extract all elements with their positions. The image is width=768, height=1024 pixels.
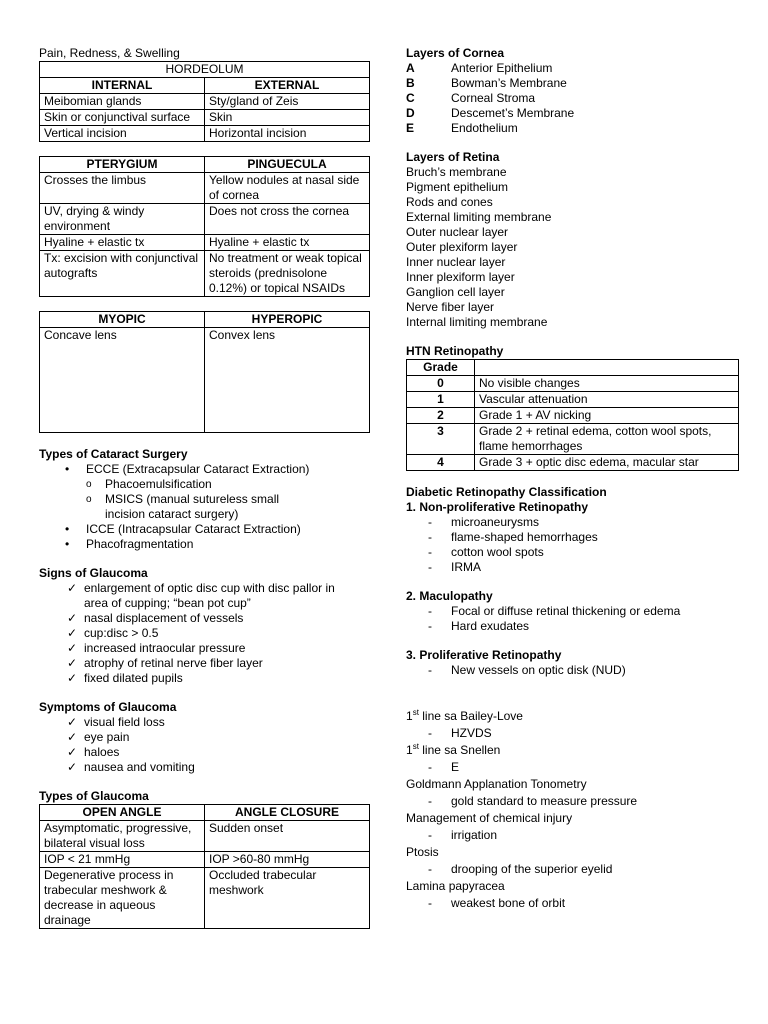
list-item: ✓ eye pain — [39, 730, 370, 745]
list-item: ✓ increased intraocular pressure — [39, 641, 370, 656]
list-item: - E — [406, 759, 736, 776]
maculopathy-title: 2. Maculopathy — [406, 589, 493, 603]
cataract-list — [39, 462, 370, 552]
list-item: - weakest bone of orbit — [406, 895, 736, 912]
list-item: - Hard exudates — [406, 619, 736, 634]
list-item: - HZVDS — [406, 725, 736, 742]
table-cell: Convex lens — [205, 328, 370, 433]
retina-layer: External limiting membrane — [406, 210, 552, 224]
cornea-text: Endothelium — [451, 121, 518, 135]
list-item: o MSICS (manual sutureless small incision cataract surgery) — [39, 492, 370, 522]
cornea-text: Descemet’s Membrane — [451, 106, 575, 120]
list-item: - microaneurysms — [406, 515, 736, 530]
retina-layer: Bruch’s membrane — [406, 165, 507, 179]
list-item: - New vessels on optic disk (NUD) — [406, 663, 736, 678]
list-item: ✓ cup:disc > 0.5 — [39, 626, 370, 641]
lamina-line: Lamina papyracea — [406, 879, 505, 893]
table-cell: Tx: excision with conjunctival autografts — [40, 251, 205, 297]
nonproliferative-list — [406, 515, 736, 575]
cornea-layer — [406, 106, 736, 121]
cornea-letter: D — [406, 106, 415, 120]
right-column — [406, 46, 736, 912]
table-cell: Skin or conjunctival surface — [40, 110, 205, 126]
glaucoma-types-table — [39, 804, 370, 929]
list-item: - gold standard to measure pressure — [406, 793, 736, 810]
table-cell: UV, drying & windy environment — [40, 204, 205, 235]
list-item: ✓ visual field loss — [39, 715, 370, 730]
table-header: PTERYGIUM — [40, 157, 205, 173]
table-cell: Sudden onset — [205, 821, 370, 852]
table-cell: Meibomian glands — [40, 94, 205, 110]
list-item: - IRMA — [406, 560, 736, 575]
retina-layer: Ganglion cell layer — [406, 285, 505, 299]
table-cell: Skin — [205, 110, 370, 126]
retina-layer: Outer nuclear layer — [406, 225, 509, 239]
table-header: HYPEROPIC — [205, 312, 370, 328]
pterygium-table — [39, 156, 370, 297]
grade-cell: 4 — [407, 455, 475, 471]
cornea-letter: C — [406, 91, 415, 105]
table-cell: Vertical incision — [40, 126, 205, 142]
table-cell — [475, 360, 739, 376]
table-cell: Degenerative process in trabecular meshwork & decrease in aqueous drainage — [40, 868, 205, 929]
cornea-layer — [406, 91, 736, 106]
table-cell: Grade 2 + retinal edema, cotton wool spots, flame hemorrhages — [475, 424, 739, 455]
bailey-list — [406, 725, 736, 742]
grade-cell: 1 — [407, 392, 475, 408]
ptosis-list — [406, 861, 736, 878]
chemical-list — [406, 827, 736, 844]
list-item: ✓ nausea and vomiting — [39, 760, 370, 775]
list-item: ✓ fixed dilated pupils — [39, 671, 370, 686]
cornea-layer — [406, 76, 736, 91]
cornea-text: Bowman’s Membrane — [451, 76, 567, 90]
table-cell: Asymptomatic, progressive, bilateral visual loss — [40, 821, 205, 852]
table-cell: Does not cross the cornea — [205, 204, 370, 235]
proliferative-list — [406, 663, 736, 678]
table-header: PINGUECULA — [205, 157, 370, 173]
bailey-love-line: 1st line sa Bailey-Love — [406, 708, 523, 723]
cornea-letter: B — [406, 76, 415, 90]
diabetic-title: Diabetic Retinopathy Classification — [406, 485, 607, 499]
ptosis-line: Ptosis — [406, 845, 439, 859]
retina-layer: Inner nuclear layer — [406, 255, 506, 269]
list-item: ✓ atrophy of retinal nerve fiber layer — [39, 656, 370, 671]
htn-title: HTN Retinopathy — [406, 344, 504, 358]
list-item: ✓ enlargement of optic disc cup with disc pallor in area of cupping; “bean pot cup” — [39, 581, 370, 611]
grade-cell: 0 — [407, 376, 475, 392]
list-item: - Focal or diffuse retinal thickening or edema — [406, 604, 736, 619]
htn-table — [406, 359, 739, 471]
retina-layer: Internal limiting membrane — [406, 315, 548, 329]
myopic-table — [39, 311, 370, 433]
list-item: - drooping of the superior eyelid — [406, 861, 736, 878]
table-header: MYOPIC — [40, 312, 205, 328]
maculopathy-list — [406, 604, 736, 634]
nonproliferative-title: 1. Non-proliferative Retinopathy — [406, 500, 589, 514]
list-item: - flame-shaped hemorrhages — [406, 530, 736, 545]
list-item: - cotton wool spots — [406, 545, 736, 560]
left-column — [39, 46, 370, 929]
retina-layer: Inner plexiform layer — [406, 270, 515, 284]
retina-layer: Rods and cones — [406, 195, 493, 209]
retina-layer: Outer plexiform layer — [406, 240, 518, 254]
table-cell: Vascular attenuation — [475, 392, 739, 408]
cornea-letter: A — [406, 61, 415, 75]
grade-cell: 3 — [407, 424, 475, 455]
table-cell: Grade 3 + optic disc edema, macular star — [475, 455, 739, 471]
cataract-title: Types of Cataract Surgery — [39, 447, 188, 461]
table-cell: Hyaline + elastic tx — [40, 235, 205, 251]
table-cell: Horizontal incision — [205, 126, 370, 142]
snellen-list — [406, 759, 736, 776]
retina-layer: Pigment epithelium — [406, 180, 509, 194]
table-header: EXTERNAL — [205, 78, 370, 94]
goldmann-line: Goldmann Applanation Tonometry — [406, 777, 587, 791]
ecce-sublist — [39, 477, 370, 522]
list-item: ✓ nasal displacement of vessels — [39, 611, 370, 626]
cornea-text: Anterior Epithelium — [451, 61, 553, 75]
table-header: OPEN ANGLE — [40, 805, 205, 821]
list-item: - irrigation — [406, 827, 736, 844]
cornea-text: Corneal Stroma — [451, 91, 536, 105]
list-item: o Phacoemulsification — [39, 477, 370, 492]
retina-title: Layers of Retina — [406, 150, 500, 164]
table-cell: Concave lens — [40, 328, 205, 433]
list-item: ✓ haloes — [39, 745, 370, 760]
table-header: INTERNAL — [40, 78, 205, 94]
table-cell: Sty/gland of Zeis — [205, 94, 370, 110]
list-item: • ICCE (Intracapsular Cataract Extraction) — [39, 522, 370, 537]
proliferative-title: 3. Proliferative Retinopathy — [406, 648, 562, 662]
cornea-layer — [406, 121, 736, 136]
cornea-letter: E — [406, 121, 415, 135]
table-cell: Grade 1 + AV nicking — [475, 408, 739, 424]
table-cell: IOP >60-80 mmHg — [205, 852, 370, 868]
table-cell: No treatment or weak topical steroids (prednisolone 0.12%) or topical NSAIDs — [205, 251, 370, 297]
glaucoma-symptoms-title: Symptoms of Glaucoma — [39, 700, 177, 714]
hordeolum-title: HORDEOLUM — [40, 62, 370, 78]
glaucoma-symptoms-list — [39, 715, 370, 775]
cornea-title: Layers of Cornea — [406, 46, 505, 60]
snellen-line: 1st line sa Snellen — [406, 742, 501, 757]
table-cell: No visible changes — [475, 376, 739, 392]
intro-text: Pain, Redness, & Swelling — [39, 46, 180, 60]
cornea-layer — [406, 61, 736, 76]
table-cell: Yellow nodules at nasal side of cornea — [205, 173, 370, 204]
retina-layer: Nerve fiber layer — [406, 300, 495, 314]
table-cell: Crosses the limbus — [40, 173, 205, 204]
glaucoma-signs-list — [39, 581, 370, 686]
hordeolum-table — [39, 61, 370, 142]
table-header: ANGLE CLOSURE — [205, 805, 370, 821]
chemical-line: Management of chemical injury — [406, 811, 573, 825]
lamina-list — [406, 895, 736, 912]
table-cell: IOP < 21 mmHg — [40, 852, 205, 868]
goldmann-list — [406, 793, 736, 810]
table-header: Grade — [407, 360, 475, 376]
table-cell: Hyaline + elastic tx — [205, 235, 370, 251]
list-item: • Phacofragmentation — [39, 537, 370, 552]
list-item: • ECCE (Extracapsular Cataract Extraction) o Phacoemulsification o MSICS (manual sutureless small incision cataract surgery) — [39, 462, 370, 522]
glaucoma-types-title: Types of Glaucoma — [39, 789, 149, 803]
grade-cell: 2 — [407, 408, 475, 424]
glaucoma-signs-title: Signs of Glaucoma — [39, 566, 148, 580]
table-cell: Occluded trabecular meshwork — [205, 868, 370, 929]
